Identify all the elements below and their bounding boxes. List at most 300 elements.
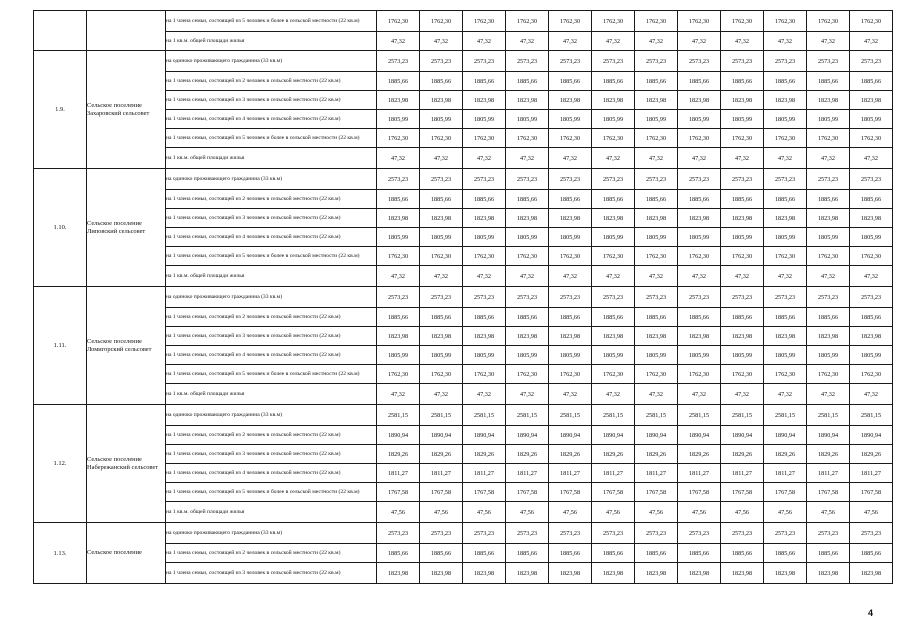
value-cell: 1885,66	[764, 308, 807, 327]
value-cell: 1811,27	[549, 464, 592, 483]
value-cell: 2573,23	[764, 51, 807, 72]
value-cell: 47,32	[592, 384, 635, 405]
value-cell: 2573,23	[549, 523, 592, 544]
value-cell: 2573,23	[592, 523, 635, 544]
table-row	[34, 51, 893, 72]
value-cell: 1885,66	[721, 308, 764, 327]
value-cell: 1762,30	[592, 129, 635, 148]
value-cell: 1885,66	[592, 308, 635, 327]
value-cell: 1823,98	[635, 91, 678, 110]
value-cell: 1829,26	[678, 445, 721, 464]
value-cell: 1805,99	[635, 228, 678, 247]
value-cell: 1762,30	[850, 129, 893, 148]
value-cell: 1805,99	[420, 110, 463, 129]
value-cell: 2573,23	[850, 51, 893, 72]
value-cell: 1823,98	[549, 209, 592, 228]
value-cell: 1767,58	[721, 483, 764, 502]
value-cell: 1805,99	[721, 228, 764, 247]
value-cell: 1762,30	[420, 129, 463, 148]
table-row	[34, 169, 893, 190]
value-cell: 1885,66	[635, 544, 678, 563]
category-cell: на 1 члена семьи, состоящей из 3 человек в сельской местности (22 кв.м)	[166, 209, 377, 228]
value-cell: 47,32	[420, 266, 463, 287]
value-cell: 1885,66	[506, 308, 549, 327]
value-cell: 1885,66	[420, 190, 463, 209]
value-cell: 1762,30	[807, 247, 850, 266]
value-cell: 2573,23	[377, 287, 420, 308]
value-cell: 1823,98	[807, 563, 850, 584]
value-cell: 47,32	[592, 32, 635, 51]
value-cell: 1885,66	[377, 190, 420, 209]
value-cell: 1885,66	[850, 190, 893, 209]
value-cell: 1805,99	[592, 110, 635, 129]
value-cell: 2573,23	[420, 169, 463, 190]
value-cell: 1885,66	[377, 308, 420, 327]
value-cell: 1762,30	[764, 11, 807, 32]
value-cell: 1885,66	[377, 72, 420, 91]
value-cell: 1805,99	[678, 228, 721, 247]
value-cell: 1823,98	[721, 209, 764, 228]
value-cell: 1762,30	[506, 365, 549, 384]
category-cell: на одиноко проживающего гражданина (33 кв.м)	[166, 169, 377, 190]
value-cell: 1823,98	[549, 563, 592, 584]
value-cell: 1762,30	[635, 365, 678, 384]
value-cell: 1762,30	[807, 129, 850, 148]
table-row	[34, 11, 893, 32]
value-cell: 47,32	[377, 266, 420, 287]
value-cell: 1805,99	[592, 346, 635, 365]
section-number-cell: 1.13.	[34, 523, 87, 584]
category-cell: на одиноко проживающего гражданина (33 кв.м)	[166, 523, 377, 544]
value-cell: 1762,30	[377, 129, 420, 148]
value-cell: 2573,23	[463, 169, 506, 190]
value-cell: 1805,99	[463, 228, 506, 247]
value-cell: 1762,30	[377, 365, 420, 384]
value-cell: 1885,66	[592, 544, 635, 563]
value-cell: 2573,23	[635, 287, 678, 308]
value-cell: 1885,66	[678, 190, 721, 209]
value-cell: 2581,15	[592, 405, 635, 426]
value-cell: 47,32	[635, 384, 678, 405]
value-cell: 47,32	[850, 384, 893, 405]
value-cell: 2573,23	[420, 523, 463, 544]
value-cell: 1885,66	[678, 308, 721, 327]
value-cell: 1805,99	[463, 346, 506, 365]
value-cell: 1823,98	[850, 209, 893, 228]
category-cell: на 1 члена семьи, состоящей из 3 человек в сельской местности (22 кв.м)	[166, 91, 377, 110]
value-cell: 1885,66	[549, 72, 592, 91]
value-cell: 1885,66	[721, 544, 764, 563]
value-cell: 1811,27	[463, 464, 506, 483]
value-cell: 1762,30	[420, 365, 463, 384]
value-cell: 1805,99	[420, 228, 463, 247]
value-cell: 2573,23	[635, 523, 678, 544]
value-cell: 2573,23	[807, 169, 850, 190]
value-cell: 1823,98	[721, 563, 764, 584]
value-cell: 1823,98	[592, 91, 635, 110]
value-cell: 47,56	[807, 502, 850, 523]
value-cell: 1767,58	[678, 483, 721, 502]
value-cell: 1885,66	[850, 544, 893, 563]
settlement-name-cell: Сельское поселение Набережанский сельсовет	[87, 405, 166, 523]
value-cell: 1823,98	[807, 327, 850, 346]
value-cell: 47,32	[678, 384, 721, 405]
value-cell: 47,32	[463, 266, 506, 287]
value-cell: 1890,94	[764, 426, 807, 445]
value-cell: 1885,66	[807, 308, 850, 327]
table-body	[34, 11, 893, 584]
value-cell: 2581,15	[420, 405, 463, 426]
page-number: 4	[868, 608, 874, 618]
value-cell: 1823,98	[850, 563, 893, 584]
value-cell: 1762,30	[807, 11, 850, 32]
value-cell: 2573,23	[377, 51, 420, 72]
value-cell: 47,56	[592, 502, 635, 523]
value-cell: 1762,30	[549, 365, 592, 384]
value-cell: 47,56	[635, 502, 678, 523]
value-cell: 1762,30	[764, 365, 807, 384]
value-cell: 1762,30	[678, 11, 721, 32]
value-cell: 1885,66	[377, 544, 420, 563]
value-cell: 1823,98	[635, 209, 678, 228]
value-cell: 47,56	[377, 502, 420, 523]
value-cell: 1762,30	[463, 129, 506, 148]
value-cell: 2573,23	[807, 523, 850, 544]
value-cell: 1823,98	[420, 209, 463, 228]
value-cell: 47,32	[764, 266, 807, 287]
value-cell: 47,32	[678, 148, 721, 169]
value-cell: 47,56	[549, 502, 592, 523]
value-cell: 2573,23	[721, 169, 764, 190]
value-cell: 47,32	[721, 32, 764, 51]
value-cell: 1767,58	[764, 483, 807, 502]
value-cell: 1762,30	[463, 365, 506, 384]
value-cell: 2573,23	[463, 287, 506, 308]
value-cell: 1762,30	[678, 247, 721, 266]
category-cell: на 1 члена семьи, состоящей из 2 человек в сельской местности (22 кв.м)	[166, 308, 377, 327]
value-cell: 2573,23	[635, 51, 678, 72]
value-cell: 47,32	[807, 32, 850, 51]
value-cell: 2573,23	[549, 169, 592, 190]
value-cell: 1805,99	[635, 110, 678, 129]
value-cell: 1829,26	[420, 445, 463, 464]
value-cell: 1762,30	[463, 247, 506, 266]
section-number-cell: 1.10.	[34, 169, 87, 287]
value-cell: 47,32	[549, 32, 592, 51]
value-cell: 47,32	[463, 384, 506, 405]
value-cell: 47,56	[463, 502, 506, 523]
value-cell: 47,32	[678, 266, 721, 287]
value-cell: 47,56	[850, 502, 893, 523]
value-cell: 2573,23	[506, 523, 549, 544]
value-cell: 2573,23	[721, 523, 764, 544]
value-cell: 47,32	[463, 148, 506, 169]
value-cell: 47,32	[420, 148, 463, 169]
category-cell: на 1 члена семьи, состоящей из 5 человек и более в сельской местности (22 кв.м)	[166, 247, 377, 266]
value-cell: 1767,58	[807, 483, 850, 502]
value-cell: 47,32	[420, 384, 463, 405]
value-cell: 2573,23	[635, 169, 678, 190]
value-cell: 1885,66	[592, 72, 635, 91]
value-cell: 2573,23	[850, 523, 893, 544]
value-cell: 1805,99	[377, 346, 420, 365]
value-cell: 1890,94	[592, 426, 635, 445]
value-cell: 2573,23	[463, 51, 506, 72]
value-cell: 47,32	[506, 148, 549, 169]
value-cell: 1829,26	[549, 445, 592, 464]
value-cell: 1767,58	[506, 483, 549, 502]
value-cell: 47,32	[807, 266, 850, 287]
value-cell: 1805,99	[721, 110, 764, 129]
value-cell: 1811,27	[678, 464, 721, 483]
value-cell: 47,32	[850, 32, 893, 51]
value-cell: 1805,99	[678, 346, 721, 365]
category-cell: на 1 члена семьи, состоящей из 2 человек в сельской местности (22 кв.м)	[166, 72, 377, 91]
value-cell: 1885,66	[463, 72, 506, 91]
value-cell: 1823,98	[377, 91, 420, 110]
value-cell: 1762,30	[506, 129, 549, 148]
value-cell: 1762,30	[850, 247, 893, 266]
value-cell: 1823,98	[807, 91, 850, 110]
value-cell: 2581,15	[807, 405, 850, 426]
category-cell: на 1 члена семьи, состоящей из 3 человек в сельской местности (22 кв.м)	[166, 445, 377, 464]
value-cell: 1762,30	[420, 247, 463, 266]
value-cell: 2573,23	[764, 523, 807, 544]
value-cell: 47,32	[549, 266, 592, 287]
value-cell: 1885,66	[721, 72, 764, 91]
value-cell: 2573,23	[463, 523, 506, 544]
value-cell: 1767,58	[377, 483, 420, 502]
category-cell: на 1 члена семьи, состоящей из 5 человек и более в сельской местности (22 кв.м)	[166, 11, 377, 32]
table-row	[34, 405, 893, 426]
value-cell: 1823,98	[463, 209, 506, 228]
value-cell: 1890,94	[506, 426, 549, 445]
value-cell: 47,32	[764, 148, 807, 169]
value-cell: 1823,98	[807, 209, 850, 228]
section-number-cell	[34, 11, 87, 51]
section-number-cell: 1.12.	[34, 405, 87, 523]
value-cell: 47,32	[506, 384, 549, 405]
value-cell: 1829,26	[807, 445, 850, 464]
value-cell: 1823,98	[549, 91, 592, 110]
value-cell: 2573,23	[678, 169, 721, 190]
value-cell: 1829,26	[592, 445, 635, 464]
value-cell: 47,32	[377, 148, 420, 169]
value-cell: 1885,66	[807, 190, 850, 209]
value-cell: 1823,98	[764, 91, 807, 110]
value-cell: 1823,98	[721, 91, 764, 110]
value-cell: 1767,58	[549, 483, 592, 502]
value-cell: 2573,23	[764, 287, 807, 308]
value-cell: 1885,66	[549, 544, 592, 563]
value-cell: 1829,26	[377, 445, 420, 464]
value-cell: 1823,98	[420, 91, 463, 110]
value-cell: 1885,66	[420, 72, 463, 91]
value-cell: 1811,27	[592, 464, 635, 483]
value-cell: 1885,66	[463, 544, 506, 563]
value-cell: 1762,30	[463, 11, 506, 32]
value-cell: 1890,94	[420, 426, 463, 445]
value-cell: 2573,23	[506, 169, 549, 190]
value-cell: 1823,98	[506, 209, 549, 228]
value-cell: 1823,98	[549, 327, 592, 346]
category-cell: на 1 кв.м. общей площади жилья	[166, 384, 377, 405]
value-cell: 1805,99	[721, 346, 764, 365]
value-cell: 1823,98	[850, 327, 893, 346]
value-cell: 1823,98	[377, 209, 420, 228]
value-cell: 1762,30	[592, 365, 635, 384]
settlement-name-cell: Сельское поселение	[87, 523, 166, 584]
category-cell: на одиноко проживающего гражданина (33 кв.м)	[166, 51, 377, 72]
value-cell: 1885,66	[506, 544, 549, 563]
value-cell: 1885,66	[764, 544, 807, 563]
value-cell: 1805,99	[850, 228, 893, 247]
value-cell: 2581,15	[463, 405, 506, 426]
value-cell: 47,32	[420, 32, 463, 51]
value-cell: 1811,27	[506, 464, 549, 483]
value-cell: 1805,99	[549, 346, 592, 365]
category-cell: на 1 кв.м. общей площади жилья	[166, 32, 377, 51]
value-cell: 1762,30	[678, 129, 721, 148]
value-cell: 1890,94	[463, 426, 506, 445]
value-cell: 1805,99	[377, 228, 420, 247]
value-cell: 1762,30	[420, 11, 463, 32]
settlement-name-cell: Сельское поселение Липовский сельсовет	[87, 169, 166, 287]
value-cell: 1762,30	[506, 247, 549, 266]
value-cell: 1823,98	[764, 563, 807, 584]
category-cell: на 1 кв.м. общей площади жилья	[166, 502, 377, 523]
value-cell: 2573,23	[549, 287, 592, 308]
value-cell: 1823,98	[764, 209, 807, 228]
value-cell: 1890,94	[635, 426, 678, 445]
value-cell: 47,56	[506, 502, 549, 523]
value-cell: 2581,15	[721, 405, 764, 426]
category-cell: на 1 кв.м. общей площади жилья	[166, 148, 377, 169]
value-cell: 1823,98	[506, 91, 549, 110]
value-cell: 2573,23	[807, 51, 850, 72]
settlement-name-cell: Сельское поселение Захаровский сельсовет	[87, 51, 166, 169]
value-cell: 47,32	[592, 148, 635, 169]
value-cell: 1823,98	[463, 91, 506, 110]
category-cell: на 1 члена семьи, состоящей из 4 человек в сельской местности (22 кв.м)	[166, 464, 377, 483]
category-cell: на 1 кв.м. общей площади жилья	[166, 266, 377, 287]
value-cell: 2573,23	[721, 287, 764, 308]
value-cell: 1805,99	[678, 110, 721, 129]
value-cell: 1829,26	[463, 445, 506, 464]
value-cell: 1811,27	[635, 464, 678, 483]
value-cell: 2573,23	[721, 51, 764, 72]
value-cell: 1762,30	[850, 11, 893, 32]
value-cell: 47,32	[850, 266, 893, 287]
value-cell: 1885,66	[463, 308, 506, 327]
value-cell: 2573,23	[420, 287, 463, 308]
value-cell: 47,32	[506, 32, 549, 51]
value-cell: 1885,66	[807, 544, 850, 563]
value-cell: 1890,94	[721, 426, 764, 445]
value-cell: 1823,98	[678, 91, 721, 110]
value-cell: 1823,98	[377, 327, 420, 346]
value-cell: 1823,98	[764, 327, 807, 346]
value-cell: 1885,66	[549, 308, 592, 327]
value-cell: 1762,30	[506, 11, 549, 32]
value-cell: 1762,30	[678, 365, 721, 384]
value-cell: 1885,66	[850, 72, 893, 91]
value-cell: 1805,99	[807, 110, 850, 129]
value-cell: 47,32	[549, 384, 592, 405]
value-cell: 2573,23	[850, 169, 893, 190]
value-cell: 1885,66	[764, 190, 807, 209]
value-cell: 1890,94	[807, 426, 850, 445]
value-cell: 47,32	[764, 32, 807, 51]
value-cell: 1885,66	[463, 190, 506, 209]
value-cell: 47,32	[721, 148, 764, 169]
category-cell: на одиноко проживающего гражданина (33 кв.м)	[166, 405, 377, 426]
value-cell: 2573,23	[506, 287, 549, 308]
value-cell: 1823,98	[420, 563, 463, 584]
value-cell: 1805,99	[506, 346, 549, 365]
category-cell: на 1 члена семьи, состоящей из 5 человек и более в сельской местности (22 кв.м)	[166, 365, 377, 384]
value-cell: 1885,66	[635, 190, 678, 209]
value-cell: 1811,27	[420, 464, 463, 483]
value-cell: 2581,15	[850, 405, 893, 426]
value-cell: 2581,15	[678, 405, 721, 426]
value-cell: 2573,23	[549, 51, 592, 72]
value-cell: 1829,26	[635, 445, 678, 464]
value-cell: 1811,27	[850, 464, 893, 483]
value-cell: 2573,23	[678, 287, 721, 308]
value-cell: 1823,98	[463, 563, 506, 584]
value-cell: 47,56	[678, 502, 721, 523]
value-cell: 1762,30	[721, 247, 764, 266]
value-cell: 47,32	[807, 384, 850, 405]
value-cell: 1885,66	[592, 190, 635, 209]
value-cell: 2573,23	[592, 287, 635, 308]
value-cell: 1823,98	[635, 327, 678, 346]
value-cell: 1767,58	[635, 483, 678, 502]
settlement-name-cell	[87, 11, 166, 51]
value-cell: 1890,94	[850, 426, 893, 445]
value-cell: 1762,30	[807, 365, 850, 384]
value-cell: 1805,99	[420, 346, 463, 365]
value-cell: 1811,27	[764, 464, 807, 483]
section-number-cell: 1.9.	[34, 51, 87, 169]
value-cell: 2573,23	[592, 51, 635, 72]
value-cell: 1805,99	[807, 228, 850, 247]
category-cell: на 1 члена семьи, состоящей из 4 человек в сельской местности (22 кв.м)	[166, 346, 377, 365]
value-cell: 47,32	[377, 32, 420, 51]
value-cell: 1805,99	[850, 346, 893, 365]
category-cell: на 1 члена семьи, состоящей из 4 человек в сельской местности (22 кв.м)	[166, 228, 377, 247]
value-cell: 2573,23	[764, 169, 807, 190]
section-number-cell: 1.11.	[34, 287, 87, 405]
value-cell: 1767,58	[592, 483, 635, 502]
table-row	[34, 523, 893, 544]
value-cell: 47,32	[377, 384, 420, 405]
value-cell: 1885,66	[420, 308, 463, 327]
settlement-name-cell: Сельское поселение Ломигорский сельсовет	[87, 287, 166, 405]
value-cell: 1823,98	[678, 563, 721, 584]
value-cell: 1805,99	[807, 346, 850, 365]
table-row	[34, 287, 893, 308]
value-cell: 47,32	[721, 384, 764, 405]
value-cell: 2573,23	[377, 169, 420, 190]
value-cell: 1762,30	[549, 129, 592, 148]
category-cell: на 1 члена семьи, состоящей из 2 человек в сельской местности (22 кв.м)	[166, 190, 377, 209]
value-cell: 2573,23	[506, 51, 549, 72]
value-cell: 47,32	[807, 148, 850, 169]
value-cell: 47,32	[635, 266, 678, 287]
value-cell: 1805,99	[549, 228, 592, 247]
